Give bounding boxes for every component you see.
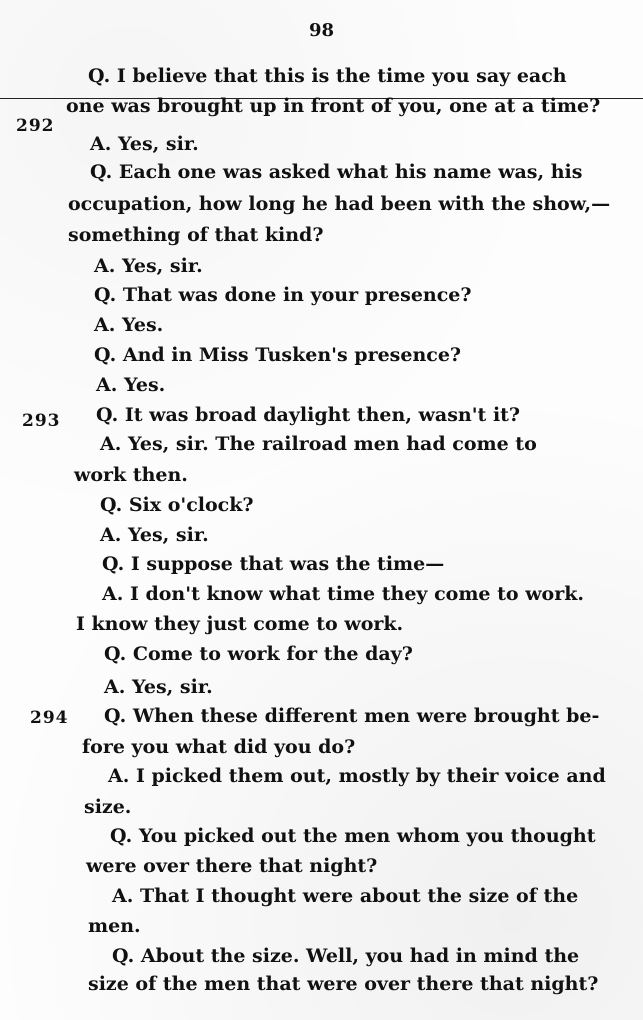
margin-number: 293 — [22, 411, 61, 431]
testimony-line: one was brought up in front of you, one at a time? — [66, 95, 601, 117]
testimony-line: size of the men that were over there that night? — [88, 973, 599, 995]
testimony-line: Q. When these different men were brought be- — [104, 705, 600, 727]
testimony-line: Q. About the size. Well, you had in mind the — [112, 945, 580, 967]
testimony-line: A. I picked them out, mostly by their voice and — [108, 765, 606, 787]
testimony-line-text: A. Yes, sir. The railroad men had come to — [100, 433, 537, 455]
testimony-line: A. Yes, sir. — [100, 524, 209, 546]
testimony-line: men. — [88, 915, 141, 937]
testimony-line: A. Yes, sir. — [90, 133, 199, 155]
testimony-line: Q. Each one was asked what his name was, his — [90, 161, 583, 183]
testimony-line: were over there that night? — [86, 855, 378, 877]
testimony-line: I know they just come to work. — [76, 613, 404, 635]
testimony-line: Q. Come to work for the day? — [104, 643, 413, 665]
testimony-line: occupation, how long he had been with the show,— — [68, 193, 611, 215]
testimony-line: Q. You picked out the men whom you thought — [110, 825, 596, 847]
margin-number: 294 — [30, 708, 69, 728]
testimony-line: A. Yes. — [96, 374, 166, 396]
testimony-line — [100, 432, 598, 456]
testimony-line: A. I don't know what time they come to work. — [102, 583, 585, 605]
testimony-line: fore you what did you do? — [82, 736, 356, 758]
testimony-line: Q. I suppose that was the time— — [102, 553, 445, 575]
testimony-line: A. Yes. — [94, 314, 164, 336]
testimony-line: Q. That was done in your presence? — [94, 284, 472, 306]
testimony-line: Q. It was broad daylight then, wasn't it? — [96, 404, 521, 426]
testimony-line: Q. And in Miss Tusken's presence? — [94, 344, 462, 366]
testimony-line: work then. — [74, 464, 188, 486]
testimony-line: A. Yes, sir. — [104, 676, 213, 698]
margin-number: 292 — [16, 116, 55, 136]
testimony-line: Q. I believe that this is the time you say each — [88, 65, 567, 87]
page-number: 98 — [308, 20, 335, 41]
testimony-line: something of that kind? — [68, 224, 324, 246]
testimony-line: size. — [84, 796, 132, 818]
testimony-line: A. Yes, sir. — [94, 255, 203, 277]
testimony-line: Q. Six o'clock? — [100, 494, 254, 516]
testimony-line: A. That I thought were about the size of the — [112, 885, 579, 907]
